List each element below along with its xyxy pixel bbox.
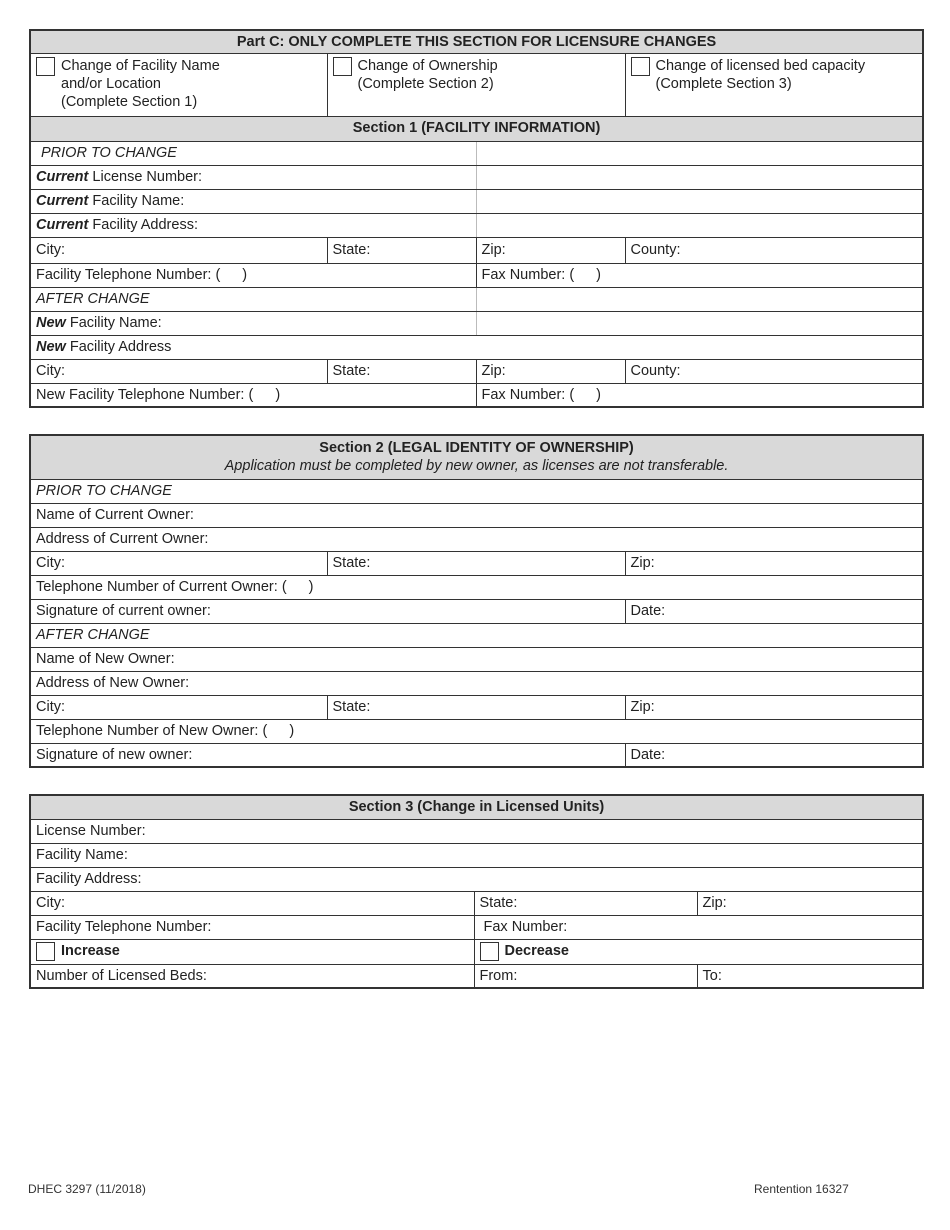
new-fax-number-field[interactable]: Fax Number: ( ) [476,383,923,407]
facility-telephone-field[interactable]: Facility Telephone Number: [30,915,474,939]
after-change-label: AFTER CHANGE [30,287,476,311]
zip-field[interactable]: Zip: [625,551,923,575]
new-owner-signature-field[interactable]: Signature of new owner: [30,743,625,767]
option-bed-capacity-change[interactable] [625,53,923,116]
zip-field[interactable]: Zip: [697,891,923,915]
licensed-beds-field[interactable]: Number of Licensed Beds: [30,964,474,988]
decrease-label: Decrease [504,943,569,960]
option-ownership-change[interactable] [327,53,625,116]
facility-address-field[interactable]: Facility Address: [30,867,923,891]
current-owner-signature-field[interactable]: Signature of current owner: [30,599,625,623]
after-change-label: AFTER CHANGE [30,623,923,647]
prior-to-change-label: PRIOR TO CHANGE [30,479,923,503]
retention-number: Rentention 16327 [754,1182,849,1196]
option-line: Change of Facility Name [61,57,220,74]
current-facility-name-input[interactable] [476,189,923,213]
decrease-option[interactable] [474,939,923,964]
section2-title: Section 2 (LEGAL IDENTITY OF OWNERSHIP) [319,440,634,457]
new-facility-address-field[interactable]: New Facility Address [30,335,923,359]
current-facility-name-field[interactable]: Current Facility Name: [30,189,476,213]
section2-header [30,435,923,479]
current-owner-phone-field[interactable]: Telephone Number of Current Owner: ( ) [30,575,923,599]
zip-field[interactable]: Zip: [476,237,625,263]
current-owner-name-field[interactable]: Name of Current Owner: [30,503,923,527]
option-line: and/or Location [61,75,161,92]
option-line: (Complete Section 3) [655,75,792,92]
form-id: DHEC 3297 (11/2018) [28,1182,146,1196]
option-line: Change of Ownership [357,57,498,74]
blank-cell [476,141,923,165]
blank-cell [476,287,923,311]
checkbox-facility-name-change[interactable] [36,57,55,76]
checkbox-ownership-change[interactable] [333,57,352,76]
new-date-field[interactable]: Date: [625,743,923,767]
fax-number-field[interactable]: Fax Number: [474,915,923,939]
checkbox-increase[interactable] [36,942,55,961]
fax-number-field[interactable]: Fax Number: ( ) [476,263,923,287]
new-facility-telephone-field[interactable]: New Facility Telephone Number: ( ) [30,383,476,407]
new-owner-name-field[interactable]: Name of New Owner: [30,647,923,671]
new-city-field[interactable]: City: [30,359,327,383]
current-facility-address-field[interactable]: Current Facility Address: [30,213,476,237]
current-license-number-field[interactable]: Current License Number: [30,165,476,189]
new-facility-name-input[interactable] [476,311,923,335]
facility-name-field[interactable]: Facility Name: [30,843,923,867]
license-number-field[interactable]: License Number: [30,819,923,843]
state-field[interactable]: State: [474,891,697,915]
current-owner-address-field[interactable]: Address of Current Owner: [30,527,923,551]
section3-table [29,794,924,989]
new-owner-address-field[interactable]: Address of New Owner: [30,671,923,695]
new-county-field[interactable]: County: [625,359,923,383]
increase-option[interactable] [30,939,474,964]
part-c-section1-table [29,29,924,408]
section2-subtitle: Application must be completed by new owner, as licenses are not transferable. [224,458,729,475]
increase-label: Increase [61,943,120,960]
new-state-field[interactable]: State: [327,695,625,719]
section2-table [29,434,924,768]
from-field[interactable]: From: [474,964,697,988]
option-line: (Complete Section 1) [61,93,198,110]
new-state-field[interactable]: State: [327,359,476,383]
city-field[interactable]: City: [30,891,474,915]
current-license-number-input[interactable] [476,165,923,189]
city-field[interactable]: City: [30,551,327,575]
option-facility-name-change[interactable] [30,53,327,116]
checkbox-decrease[interactable] [480,942,499,961]
to-field[interactable]: To: [697,964,923,988]
section3-header: Section 3 (Change in Licensed Units) [30,795,923,819]
new-zip-field[interactable]: Zip: [476,359,625,383]
new-city-field[interactable]: City: [30,695,327,719]
city-field[interactable]: City: [30,237,327,263]
state-field[interactable]: State: [327,237,476,263]
state-field[interactable]: State: [327,551,625,575]
new-owner-phone-field[interactable]: Telephone Number of New Owner: ( ) [30,719,923,743]
new-facility-name-field[interactable]: New Facility Name: [30,311,476,335]
prior-to-change-label: PRIOR TO CHANGE [30,141,476,165]
current-facility-address-input[interactable] [476,213,923,237]
county-field[interactable]: County: [625,237,923,263]
facility-telephone-field[interactable]: Facility Telephone Number: ( ) [30,263,476,287]
option-line: (Complete Section 2) [357,75,494,92]
new-zip-field[interactable]: Zip: [625,695,923,719]
option-line: Change of licensed bed capacity [655,57,866,74]
section1-header: Section 1 (FACILITY INFORMATION) [30,116,923,141]
date-field[interactable]: Date: [625,599,923,623]
part-c-header: Part C: ONLY COMPLETE THIS SECTION FOR LICENSURE CHANGES [30,30,923,53]
checkbox-bed-capacity-change[interactable] [631,57,650,76]
